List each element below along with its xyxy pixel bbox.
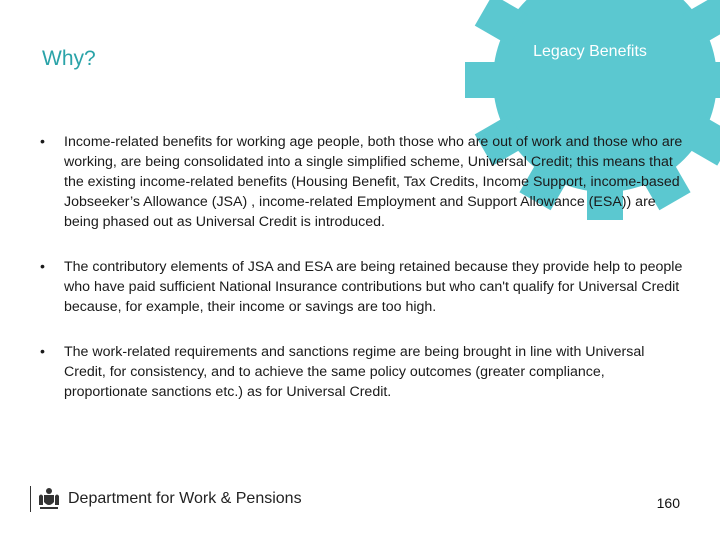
royal-coat-of-arms-icon [36,486,62,512]
bullet-text: The contributory elements of JSA and ESA are being retained because they provide help to people who have paid sufficient National Insurance contributions but who can't qualify for Universal Credit because, for example, their income or savings are too high. [64,259,683,315]
department-name: Department for Work & Pensions [68,490,302,507]
bullet-text: The work-related requirements and sanctions regime are being brought in line with Universal Credit, for consistency, and to achieve the same policy outcomes (greater compliance, proportionate sanctions etc.) as for Universal Credit. [64,344,645,400]
page-number: 160 [656,495,680,511]
footer-divider [30,486,31,512]
list-item [40,342,690,402]
bullet-marker: • [40,344,45,360]
bullet-text: Income-related benefits for working age people, both those who are out of work and those who are working, are being consolidated into a single simplified scheme, Universal Credit; this means that the existing income-related benefits (Housing Benefit, Tax Credits, Income Support, income-based Jobseeker’s Allowance (JSA) , income-related Employment and Support Allowance (ESA)) are being phased out as Universal Credit is introduced. [64,134,683,230]
gear-label: Legacy Benefits [533,43,647,60]
list-item [40,132,690,232]
bullet-marker: • [40,259,45,275]
list-item [40,257,690,317]
footer-logo [30,484,302,514]
bullet-marker: • [40,134,45,150]
bullet-list [40,132,690,402]
page-title: Why? [42,47,96,70]
